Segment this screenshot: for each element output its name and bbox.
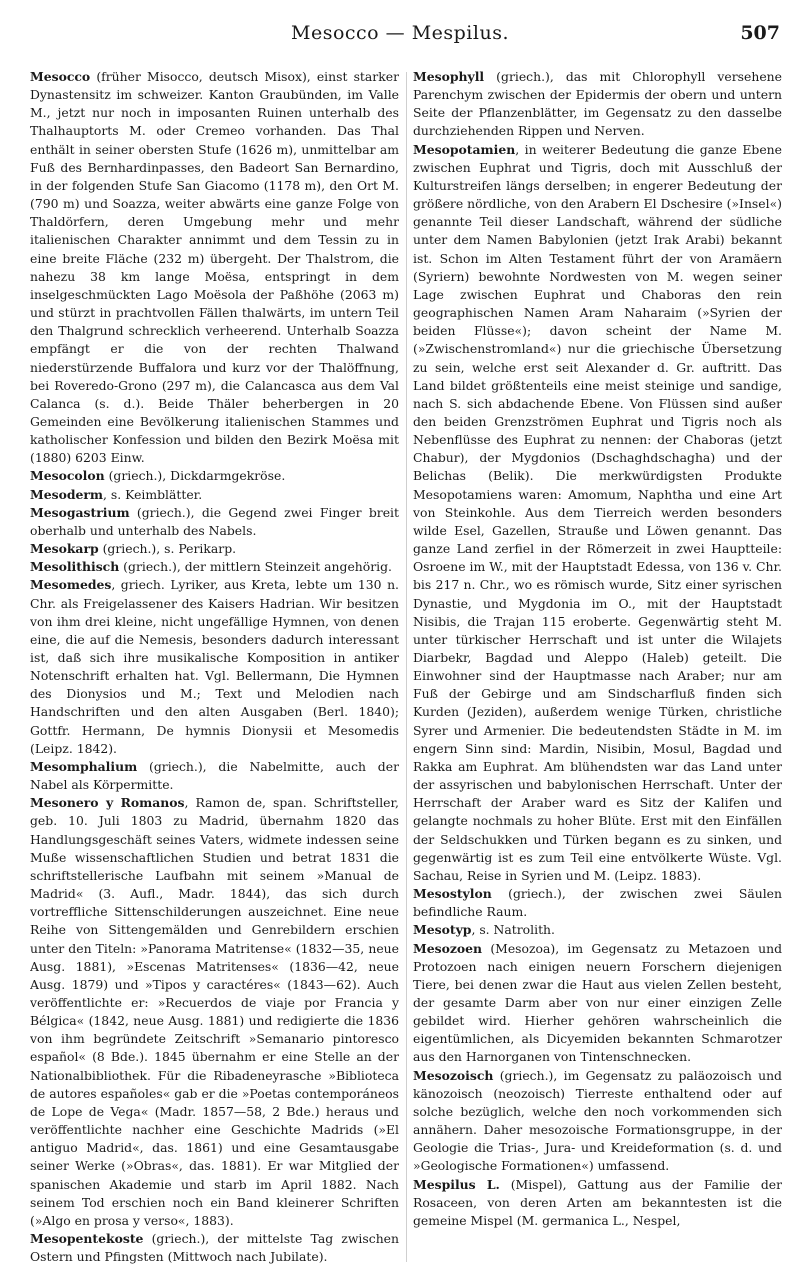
entry-mesocco: [30, 68, 399, 467]
headword: Mesomphalium: [30, 758, 138, 774]
entry-text: (griech.), Dickdarmgekröse.: [104, 468, 286, 484]
headword: Mesolithisch: [30, 559, 120, 575]
entry-text: (griech.), die Gegend zwei Finger breit oberhalb und unterhalb des Nabels.: [30, 504, 399, 538]
headword: Mespilus L.: [413, 1176, 500, 1192]
entry-mesocolon: [30, 467, 399, 485]
entry-mesopotamien: [413, 141, 782, 885]
page-number: 507: [740, 22, 780, 44]
entry-text: , s. Keimblätter.: [103, 486, 203, 502]
entry-text: (griech.), der zwischen zwei Säulen befindliche Raum.: [413, 886, 782, 920]
entry-mesozoen: [413, 940, 782, 1067]
headword: Mesonero y Romanos: [30, 795, 185, 811]
page-header: [0, 22, 800, 52]
headword: Mesozoisch: [413, 1067, 494, 1083]
entry-text: , griech. Lyriker, aus Kreta, lebte um 130 n. Chr. als Freigelassener des Kaisers Hadrian. Wir besitzen von ihm drei kleine, nicht ungefällige Hymnen, von denen eine, die auf die Nemesis, besonders dadurch interessant ist, daß sich ihre musikalische Komposition in antiker Notenschrift erhalten hat. Vgl. Bellermann, Die Hymnen des Dionysios und M.; Text und Melodien nach Handschriften und den alten Ausgaben (Berl. 1840); Gottfr. Hermann, De hymnis Dionysii et Mesomedis (Leipz. 1842).: [30, 577, 399, 756]
headword: Mesostylon: [413, 886, 492, 902]
entry-mesonero-y-romanos: [30, 794, 399, 1230]
entry-mesomphalium: [30, 758, 399, 794]
column-divider: [406, 72, 407, 1262]
entry-text: (Mispel), Gattung aus der Familie der Rosaceen, von deren Arten am bekanntesten ist die gemeine Mispel (M. germanica L., Nespel,: [413, 1176, 782, 1228]
entry-mesostylon: [413, 885, 782, 921]
entry-text: (griech.), der mittelste Tag zwischen Ostern und Pfingsten (Mittwoch nach Jubilate).: [30, 1231, 399, 1265]
headword: Mesomedes: [30, 577, 112, 593]
entry-text: , Ramon de, span. Schriftsteller, geb. 10. Juli 1803 zu Madrid, übernahm 1820 das Handlungsgeschäft seines Vaters, widmete indessen seine Muße wissenschaftlichen Studien und betrat 1831 die schriftstellerische Laufbahn mit seinem »Manual de Madrid« (3. Aufl., Madr. 1844), das sich durch vortreffliche Sittenschilderungen auszeichnet. Eine neue Reihe von Sittengemälden und Genrebildern erschien unter den Titeln: »Panorama Matritense« (1832—35, neue Ausg. 1881), »Escenas Matritenses« (1836—42, neue Ausg. 1879) und »Tipos y caractéres« (1843—62). Auch veröffentlichte er: »Recuerdos de viaje por Francia y Bélgica« (1842, neue Ausg. 1881) und redigierte die 1836 von ihm begründete Zeitschrift »Semanario pintoresco español« (8 Bde.). 1845 übernahm er eine Stelle an der Nationalbibliothek. Für die Ribadeneyrasche »Biblioteca de autores españoles« gab er die »Poetas contemporáneos de Lope de Vega« (Madr. 1857—58, 2 Bde.) heraus und veröffentlichte nachher eine Geschichte Madrids (»El antiguo Madrid«, das. 1861) und eine Gesamtausgabe seiner Werke (»Obras«, das. 1881). Er war Mitglied der spanischen Akademie und starb im April 1882. Nach seinem Tod erschien noch ein Band kleinerer Schriften (»Algo en prosa y verso«, 1883).: [30, 795, 399, 1228]
left-column: [30, 68, 399, 1265]
entry-mespilus: [413, 1176, 782, 1230]
headword: Mesocco: [30, 69, 91, 84]
entry-text: (griech.), der mittlern Steinzeit angehörig.: [119, 559, 392, 575]
headword: Mesozoen: [413, 940, 483, 956]
entry-mesolithisch: [30, 558, 399, 576]
headword: Mesoderm: [30, 486, 104, 502]
headword: Mesopentekoste: [30, 1231, 144, 1246]
entry-text: , in weiterer Bedeutung die ganze Ebene zwischen Euphrat und Tigris, doch mit Ausschluß der Kulturstreifen längs derselben; in engerer Bedeutung der größere nördliche, von den Arabern El Dschesire (»Insel«) genannte Teil dieser Landschaft, während der südliche unter dem Namen Babylonien (jetzt Irak Arabi) bekannt ist. Schon im Alten Testament führt der von Aramäern (Syriern) bewohnte Nordwesten von M. wegen seiner Lage zwischen Euphrat und Chaboras den rein geographischen Namen Aram Naharaim (»Syrien der beiden Flüsse«); davon scheint der Name M. (»Zwischenstromland«) nur die griechische Übersetzung zu sein, welche erst seit Alexander d. Gr. auftritt. Das Land bildet größtenteils eine meist steinige und sandige, nach S. sich abdachende Ebene. Von Flüssen sind außer den beiden Grenzströmen Euphrat und Tigris noch als Nebenflüsse des Euphrat zu nennen: der Chaboras (jetzt Chabur), der Mygdonios (Dschaghdschagha) und der Belichas (Belik). Die merkwürdigsten Produkte Mesopotamiens waren: Amomum, Naphtha und eine Art von Steinkohle. Aus dem Tierreich werden besonders wilde Esel, Gazellen, Strauße und Löwen genannt. Das ganze Land zerfiel in der Römerzeit in zwei Hauptteile: Osroene im W., mit der Hauptstadt Edessa, von 136 v. Chr. bis 217 n. Chr., wo es römisch wurde, Sitz einer syrischen Dynastie, und Mygdonia im O., mit der Hauptstadt Nisibis, die Trajan 115 eroberte. Gegenwärtig steht M. unter türkischer Herrschaft und ist unter die Wilajets Diarbekr, Bagdad und Aleppo (Haleb) geteilt. Die Einwohner sind der Hauptmasse nach Araber; nur am Fuß der Gebirge und am Sindscharfluß finden sich Kurden (Jeziden), außerdem wenige Türken, christliche Syrer und Armenier. Die bedeutendsten Städte in M. im engern Sinn sind: Mardin, Nisibin, Mosul, Bagdad und Rakka am Euphrat. Am blühendsten war das Land unter der assyrischen und babylonischen Herrschaft. Unter der Herrschaft der Araber ward es Sitz der Kalifen und gelangte nochmals zu hoher Blüte. Erst mit den Einfällen der Seldschukken und Türken begann es zu sinken, und gegenwärtig ist es zum Teil eine entvölkerte Wüste. Vgl. Sachau, Reise in Syrien und M. (Leipz. 1883).: [413, 141, 782, 883]
headword: Mesopotamien: [413, 141, 516, 157]
right-column: [413, 68, 782, 1265]
entry-mesophyll: [413, 68, 782, 141]
headword: Mesotyp: [413, 922, 472, 938]
headword: Mesophyll: [413, 69, 485, 84]
entry-mesokarp: [30, 540, 399, 558]
entry-text: (griech.), das mit Chlorophyll versehene Parenchym zwischen der Epidermis der obern und untern Seite der Pflanzenblätter, im Gegensatz zu den dasselbe durchziehenden Rippen und Nerven.: [413, 69, 782, 139]
running-head: Mesocco — Mespilus.: [291, 22, 509, 44]
entry-mesoderm: [30, 486, 399, 504]
entry-text: (griech.), die Nabelmitte, auch der Nabel als Körpermitte.: [30, 758, 399, 793]
entry-mesopentekoste: [30, 1230, 399, 1265]
entry-text: , s. Natrolith.: [471, 922, 555, 938]
entry-text: (griech.), s. Perikarp.: [98, 541, 237, 557]
headword: Mesogastrium: [30, 504, 130, 520]
entry-text: (früher Misocco, deutsch Misox), einst starker Dynastensitz im schweizer. Kanton Graubünden, im Valle M., jetzt nur noch in imposanten Ruinen unterhalb des Thalhauptorts M. oder Cremeo vorhanden. Das Thal enthält in seiner obersten Stufe (1626 m), unmittelbar am Fuß des Bernhardinpasses, den Badeort San Bernardino, in der folgenden Stufe San Giacomo (1178 m), den Ort M. (790 m) und Soazza, weiter abwärts eine ganze Folge von Thaldörfern, deren Umgebung mehr und mehr italienischen Charakter annimmt und dem Tessin zu in eine breite Fläche (232 m) übergeht. Der Thalstrom, die nahezu 38 km lange Moësa, entspringt in dem inselgeschmückten Lago Moësola der Paßhöhe (2063 m) und stürzt in prachtvollen Fällen thalwärts, im untern Teil den Thalgrund schrecklich verheerend. Unterhalb Soazza empfängt er die von der rechten Thalwand niederstürzende Buffalora und kurz vor der Thalöffnung, bei Roveredo-Grono (297 m), die Calancasca aus dem Val Calanca (s. d.). Beide Thäler beherbergen in 20 Gemeinden eine Bevölkerung italienischen Stammes und katholischer Konfession und bilden den Bezirk Moësa mit (1880) 6203 Einw.: [30, 69, 399, 466]
headword: Mesocolon: [30, 468, 105, 484]
entry-mesotyp: [413, 921, 782, 939]
headword: Mesokarp: [30, 541, 99, 557]
entry-mesozoisch: [413, 1067, 782, 1176]
entry-text: (griech.), im Gegensatz zu paläozoisch und känozoisch (neozoisch) Tierreste enthaltend oder auf solche bezüglich, welche den noch vorkommenden sich annähern. Daher mesozoische Formationsgruppe, in der Geologie die Trias-, Jura- und Kreideformation (s. d. und »Geologische Formationen«) umfassend.: [413, 1067, 782, 1174]
entry-text: (Mesozoa), im Gegensatz zu Metazoen und Protozoen nach einigen neuern Forschern diejenigen Tiere, bei denen zwar die Haut aus vielen Zellen besteht, der gesamte Darm aber von nur einer einzigen Zelle gebildet wird. Hierher gehören wahrscheinlich die eigentümlichen, als Dicyemiden bekannten Schmarotzer aus den Harnorganen von Tintenschnecken.: [413, 940, 782, 1065]
entry-mesomedes: [30, 576, 399, 758]
entry-mesogastrium: [30, 504, 399, 540]
